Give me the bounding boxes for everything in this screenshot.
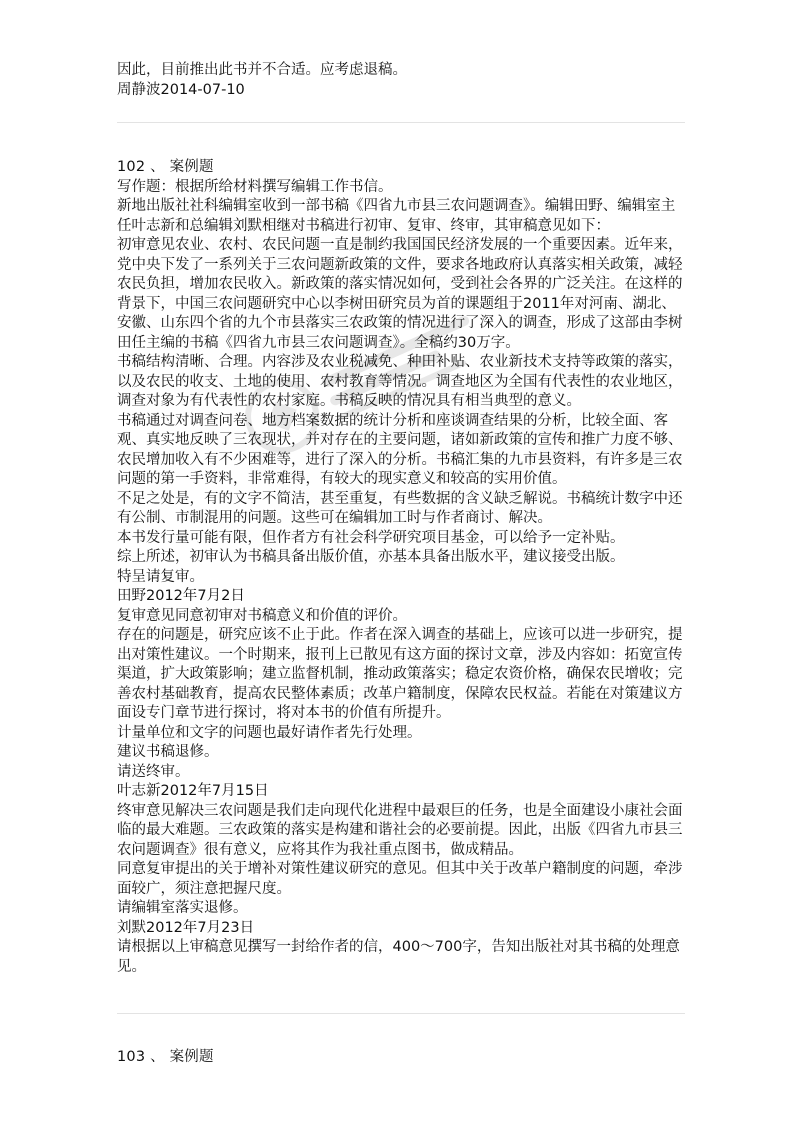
question-paragraph: 刘默2012年7月23日	[117, 919, 255, 936]
question-paragraph: 请根据以上审稿意见撰写一封给作者的信，400～700字，告知出版社对其书稿的处理意见。	[117, 939, 680, 975]
question-paragraph: 计量单位和文字的问题也最好请作者先行处理。	[117, 724, 422, 741]
section-divider	[117, 1013, 685, 1014]
question-paragraph: 综上所述，初审认为书稿具备出版价值，亦基本具备出版水平，建议接受出版。	[117, 549, 625, 565]
question-paragraph: 建议书稿退修。	[117, 744, 219, 760]
section-divider	[117, 122, 685, 123]
question-paragraph: 初审意见农业、农村、农民问题一直是制约我国国民经济发展的一个重要因素。近年来，党中央下发了一系列关于三农问题新政策的文件，要求各地政府认真落实相关政策，减轻农民负担，增加农民收入。新政策的落实情况如何，受到社会各界的广泛关注。在这样的背景下，中国三农问题研究中心以李树田研究员为首的课题组于2011年对河南、湖北、安徽、山东四个省的九个市县落实三农政策的情况进行了深入的调查，形成了这部由李树田任主编的书稿《四省九市县三农问题调查》。全稿约30万字。	[117, 237, 683, 351]
question-title: 102 、 案例题	[117, 159, 214, 175]
question-paragraph: 请送终审。	[117, 763, 190, 780]
previous-answer-conclusion: 因此，目前推出此书并不合适。应考虑退稿。	[117, 62, 407, 78]
question-paragraph: 同意复审提出的关于增补对策性建议研究的意见。但其中关于改革户籍制度的问题，牵涉面较广，须注意把握尺度。	[117, 861, 683, 897]
question-paragraph: 请编辑室落实退修。	[117, 900, 248, 916]
question-paragraph: 书稿通过对调查问卷、地方档案数据的统计分析和座谈调查结果的分析，比较全面、客观、真实地反映了三农现状，并对存在的主要问题，诸如新政策的宣传和推广力度不够、农民增加收入有不少困难等，进行了深入的分析。书稿汇集的九市县资料，有许多是三农问题的第一手资料，非常难得，有较大的现实意义和较高的实用价值。	[117, 412, 683, 487]
question-paragraph: 终审意见解决三农问题是我们走向现代化进程中最艰巨的任务，也是全面建设小康社会面临的最大难题。三农政策的落实是构建和谐社会的必要前提。因此，出版《四省九市县三农问题调查》很有意义，应将其作为我社重点图书，做成精品。	[117, 802, 683, 858]
question-paragraph: 本书发行量可能有限，但作者方有社会科学研究项目基金，可以给予一定补贴。	[117, 529, 625, 546]
question-paragraph: 叶志新2012年7月15日	[117, 783, 269, 799]
question-paragraph: 新地出版社社科编辑室收到一部书稿《四省九市县三农问题调查》。编辑田野、编辑室主任叶志新和总编辑刘默相继对书稿进行初审、复审、终审，其审稿意见如下：	[117, 198, 676, 234]
question-paragraph: 田野2012年7月2日	[117, 588, 245, 604]
question-paragraph: 写作题：根据所给材料撰写编辑工作书信。	[117, 178, 393, 195]
question-103	[117, 1048, 687, 1068]
previous-answer-signature: 周静波2014-07-10	[117, 81, 245, 98]
question-paragraph: 不足之处是，有的文字不简洁，甚至重复，有些数据的含义缺乏解说。书稿统计数字中还有公制、市制混用的问题。这些可在编辑加工时与作者商讨、解决。	[117, 490, 683, 526]
question-paragraph: 书稿结构清晰、合理。内容涉及农业税减免、种田补贴、农业新技术支持等政策的落实，以及农民的收支、土地的使用、农村教育等情况。调查地区为全国有代表性的农业地区，调查对象为有代表性的农村家庭。书稿反映的情况具有相当典型的意义。	[117, 354, 683, 409]
question-title: 103 、 案例题	[117, 1049, 214, 1065]
question-paragraph: 复审意见同意初审对书稿意义和价值的评价。	[117, 607, 407, 624]
question-102	[117, 158, 687, 977]
question-paragraph: 特呈请复审。	[117, 568, 204, 585]
previous-answer-tail	[117, 61, 687, 100]
question-paragraph: 存在的问题是，研究应该不止于此。作者在深入调查的基础上，应该可以进一步研究，提出对策性建议。一个时期来，报刊上已散见有这方面的探讨文章，涉及内容如：拓宽宣传渠道，扩大政策影响；建立监督机制，推动政策落实；稳定农资价格，确保农民增收；完善农村基础教育，提高农民整体素质；改革户籍制度，保障农民权益。若能在对策建议方面设专门章节进行探讨，将对本书的价值有所提升。	[117, 627, 683, 721]
